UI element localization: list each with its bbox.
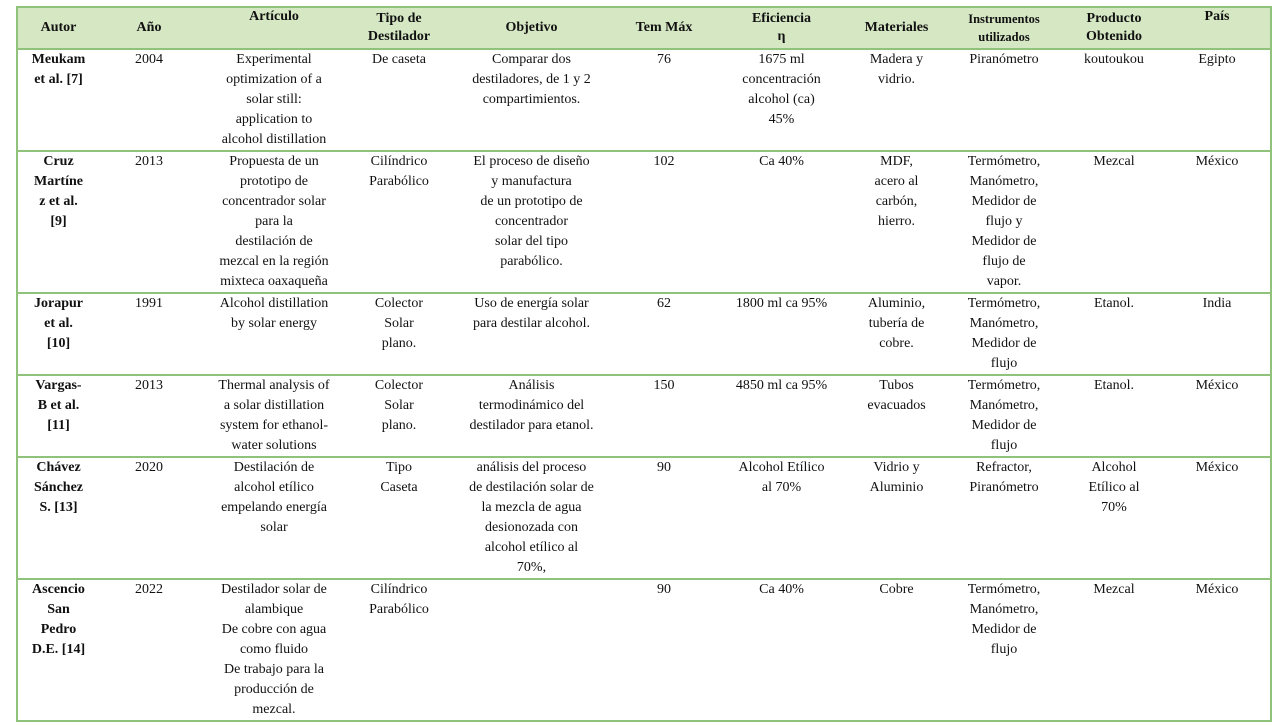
cell-materiales: Vidrio y Aluminio	[849, 457, 944, 579]
cell-producto: Etanol.	[1064, 293, 1164, 375]
table-row	[17, 293, 1271, 375]
cell-materiales: Aluminio, tubería de cobre.	[849, 293, 944, 375]
cell-tem: 90	[614, 579, 714, 721]
cell-producto: Etanol.	[1064, 375, 1164, 457]
cell-pais: Egipto	[1164, 49, 1271, 151]
header-objetivo: Objetivo	[449, 7, 614, 49]
header-materiales: Materiales	[849, 7, 944, 49]
cell-objetivo: análisis del proceso de destilación solar de la mezcla de agua desionozada con alcohol etílico al 70%,	[449, 457, 614, 579]
table-row	[17, 457, 1271, 579]
cell-tem: 90	[614, 457, 714, 579]
cell-anio: 2022	[99, 579, 199, 721]
table-row	[17, 375, 1271, 457]
table-row	[17, 151, 1271, 293]
cell-materiales: Tubos evacuados	[849, 375, 944, 457]
cell-articulo: Destilación de alcohol etílico empelando energía solar	[199, 457, 349, 579]
cell-anio: 2013	[99, 375, 199, 457]
cell-tipo: Cilíndrico Parabólico	[349, 579, 449, 721]
header-producto: Producto Obtenido	[1064, 7, 1164, 49]
cell-autor: Cruz Martíne z et al. [9]	[17, 151, 99, 293]
cell-materiales: Madera y vidrio.	[849, 49, 944, 151]
table-row	[17, 579, 1271, 721]
cell-eficiencia: 4850 ml ca 95%	[714, 375, 849, 457]
cell-pais: México	[1164, 151, 1271, 293]
cell-producto: Mezcal	[1064, 579, 1164, 721]
cell-eficiencia: Alcohol Etílico al 70%	[714, 457, 849, 579]
cell-autor: Vargas- B et al. [11]	[17, 375, 99, 457]
cell-eficiencia: Ca 40%	[714, 151, 849, 293]
cell-instrumentos: Piranómetro	[944, 49, 1064, 151]
table-row	[17, 49, 1271, 151]
header-tem: Tem Máx	[614, 7, 714, 49]
cell-objetivo: Comparar dos destiladores, de 1 y 2 compartimientos.	[449, 49, 614, 151]
cell-objetivo: El proceso de diseño y manufactura de un prototipo de concentrador solar del tipo parabólico.	[449, 151, 614, 293]
cell-producto: Alcohol Etílico al 70%	[1064, 457, 1164, 579]
cell-pais: México	[1164, 375, 1271, 457]
cell-tem: 76	[614, 49, 714, 151]
cell-objetivo	[449, 579, 614, 721]
cell-pais: México	[1164, 457, 1271, 579]
cell-eficiencia: 1675 ml concentración alcohol (ca) 45%	[714, 49, 849, 151]
header-pais: País	[1164, 7, 1271, 49]
cell-instrumentos: Termómetro, Manómetro, Medidor de flujo	[944, 579, 1064, 721]
cell-tem: 102	[614, 151, 714, 293]
comparison-table	[16, 6, 1272, 722]
cell-articulo: Experimental optimization of a solar still: application to alcohol distillation	[199, 49, 349, 151]
cell-tem: 150	[614, 375, 714, 457]
cell-tipo: Colector Solar plano.	[349, 293, 449, 375]
cell-objetivo: Uso de energía solar para destilar alcohol.	[449, 293, 614, 375]
cell-autor: Meukam et al. [7]	[17, 49, 99, 151]
cell-eficiencia: Ca 40%	[714, 579, 849, 721]
cell-materiales: MDF, acero al carbón, hierro.	[849, 151, 944, 293]
cell-articulo: Alcohol distillation by solar energy	[199, 293, 349, 375]
cell-objetivo: Análisis termodinámico del destilador para etanol.	[449, 375, 614, 457]
cell-autor: Jorapur et al. [10]	[17, 293, 99, 375]
cell-pais: India	[1164, 293, 1271, 375]
cell-articulo: Propuesta de un prototipo de concentrador solar para la destilación de mezcal en la región mixteca oaxaqueña	[199, 151, 349, 293]
cell-anio: 1991	[99, 293, 199, 375]
cell-producto: koutoukou	[1064, 49, 1164, 151]
header-eficiencia: Eficiencia η	[714, 7, 849, 49]
cell-materiales: Cobre	[849, 579, 944, 721]
cell-instrumentos: Refractor, Piranómetro	[944, 457, 1064, 579]
header-autor: Autor	[17, 7, 99, 49]
cell-anio: 2013	[99, 151, 199, 293]
cell-autor: Chávez Sánchez S. [13]	[17, 457, 99, 579]
cell-tipo: Tipo Caseta	[349, 457, 449, 579]
header-articulo: Artículo	[199, 7, 349, 49]
cell-autor: Ascencio San Pedro D.E. [14]	[17, 579, 99, 721]
header-anio: Año	[99, 7, 199, 49]
cell-eficiencia: 1800 ml ca 95%	[714, 293, 849, 375]
header-row	[17, 7, 1271, 49]
cell-articulo: Destilador solar de alambique De cobre con agua como fluido De trabajo para la producción de mezcal.	[199, 579, 349, 721]
cell-instrumentos: Termómetro, Manómetro, Medidor de flujo	[944, 375, 1064, 457]
cell-articulo: Thermal analysis of a solar distillation system for ethanol- water solutions	[199, 375, 349, 457]
cell-anio: 2020	[99, 457, 199, 579]
cell-tem: 62	[614, 293, 714, 375]
cell-pais: México	[1164, 579, 1271, 721]
header-instrumentos: Instrumentos utilizados	[944, 7, 1064, 49]
cell-instrumentos: Termómetro, Manómetro, Medidor de flujo	[944, 293, 1064, 375]
comparison-table-container	[16, 6, 1270, 722]
cell-producto: Mezcal	[1064, 151, 1164, 293]
cell-tipo: Colector Solar plano.	[349, 375, 449, 457]
cell-anio: 2004	[99, 49, 199, 151]
header-tipo: Tipo de Destilador	[349, 7, 449, 49]
cell-tipo: Cilíndrico Parabólico	[349, 151, 449, 293]
cell-tipo: De caseta	[349, 49, 449, 151]
cell-instrumentos: Termómetro, Manómetro, Medidor de flujo y Medidor de flujo de vapor.	[944, 151, 1064, 293]
